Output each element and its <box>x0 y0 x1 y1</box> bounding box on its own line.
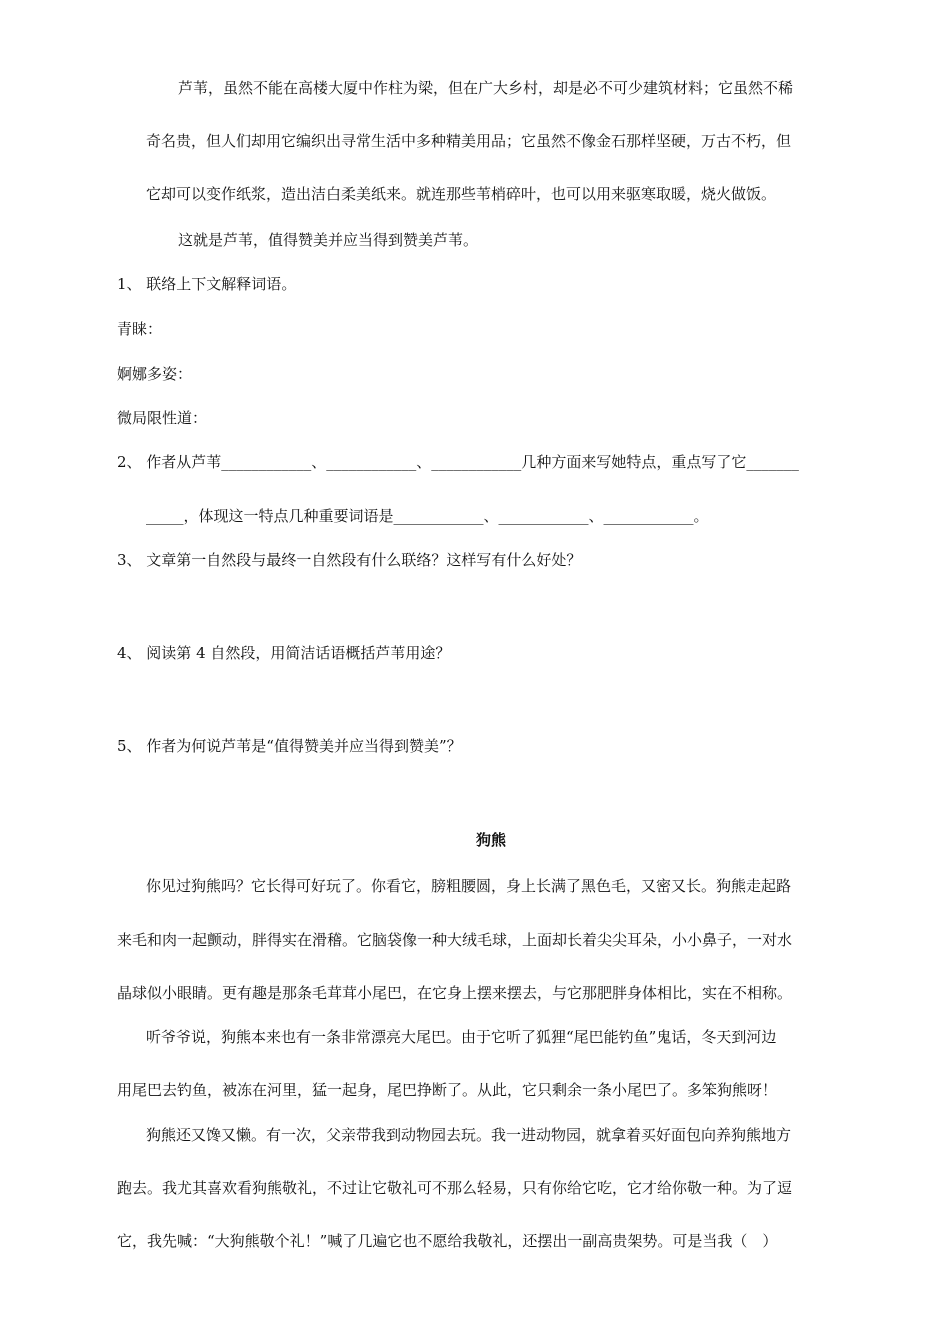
question-2: 2、 作者从芦苇____________、____________、____________几种方面来写她特点，重点写了它_______ <box>117 453 799 471</box>
question-1-term: 婀娜多姿： <box>117 365 193 383</box>
paragraph-line: 这就是芦苇，值得赞美并应当得到赞美芦苇。 <box>178 231 479 249</box>
question-3: 3、 文章第一自然段与最终一自然段有什么联络？这样写有什么好处？ <box>117 551 582 569</box>
question-1-term: 青睐： <box>117 320 163 338</box>
paragraph-line: 你见过狗熊吗？它长得可好玩了。你看它，膀粗腰圆，身上长满了黑色毛，又密又长。狗熊走起路 <box>146 877 792 895</box>
paragraph-line: 狗熊还又馋又懒。有一次，父亲带我到动物园去玩。我一进动物园，就拿着买好面包向养狗熊地方 <box>146 1126 792 1144</box>
passage-title: 狗熊 <box>476 831 507 849</box>
paragraph-line: 听爷爷说，狗熊本来也有一条非常漂亮大尾巴。由于它听了狐狸“尾巴能钓鱼”鬼话，冬天到河边 <box>146 1028 777 1046</box>
paragraph-line: 用尾巴去钓鱼，被冻在河里，猛一起身，尾巴挣断了。从此，它只剩余一条小尾巴了。多笨狗熊呀！ <box>117 1081 778 1099</box>
paragraph-line: 跑去。我尤其喜欢看狗熊敬礼，不过让它敬礼可不那么轻易，只有你给它吃，它才给你敬一种。为了逗 <box>117 1179 793 1197</box>
paragraph-line: 晶球似小眼睛。更有趣是那条毛茸茸小尾巴，在它身上摆来摆去，与它那肥胖身体相比，实在不相称。 <box>117 984 793 1002</box>
paragraph-line: 它却可以变作纸浆，造出洁白柔美纸来。就连那些苇梢碎叶，也可以用来驱寒取暖，烧火做饭。 <box>146 185 777 203</box>
paragraph-line: 它，我先喊：“大狗熊敬个礼！”喊了几遍它也不愿给我敬礼，还摆出一副高贵架势。可是当我（ ） <box>117 1232 778 1250</box>
question-1: 1、 联络上下文解释词语。 <box>117 275 297 293</box>
paragraph-line: 奇名贵，但人们却用它编织出寻常生活中多种精美用品；它虽然不像金石那样坚硬，万古不朽，但 <box>146 132 792 150</box>
question-2-continued: _____，体现这一特点几种重要词语是____________、____________、____________。 <box>146 507 709 525</box>
question-5: 5、 作者为何说芦苇是“值得赞美并应当得到赞美”？ <box>117 737 462 755</box>
paragraph-line: 芦苇，虽然不能在高楼大厦中作柱为梁，但在广大乡村，却是必不可少建筑材料；它虽然不稀 <box>178 79 794 97</box>
question-4: 4、 阅读第 4 自然段，用简洁话语概括芦苇用途？ <box>117 644 451 662</box>
paragraph-line: 来毛和肉一起颤动，胖得实在滑稽。它脑袋像一种大绒毛球，上面却长着尖尖耳朵，小小鼻子，一对水 <box>117 931 793 949</box>
question-1-term: 微局限性道： <box>117 409 208 427</box>
